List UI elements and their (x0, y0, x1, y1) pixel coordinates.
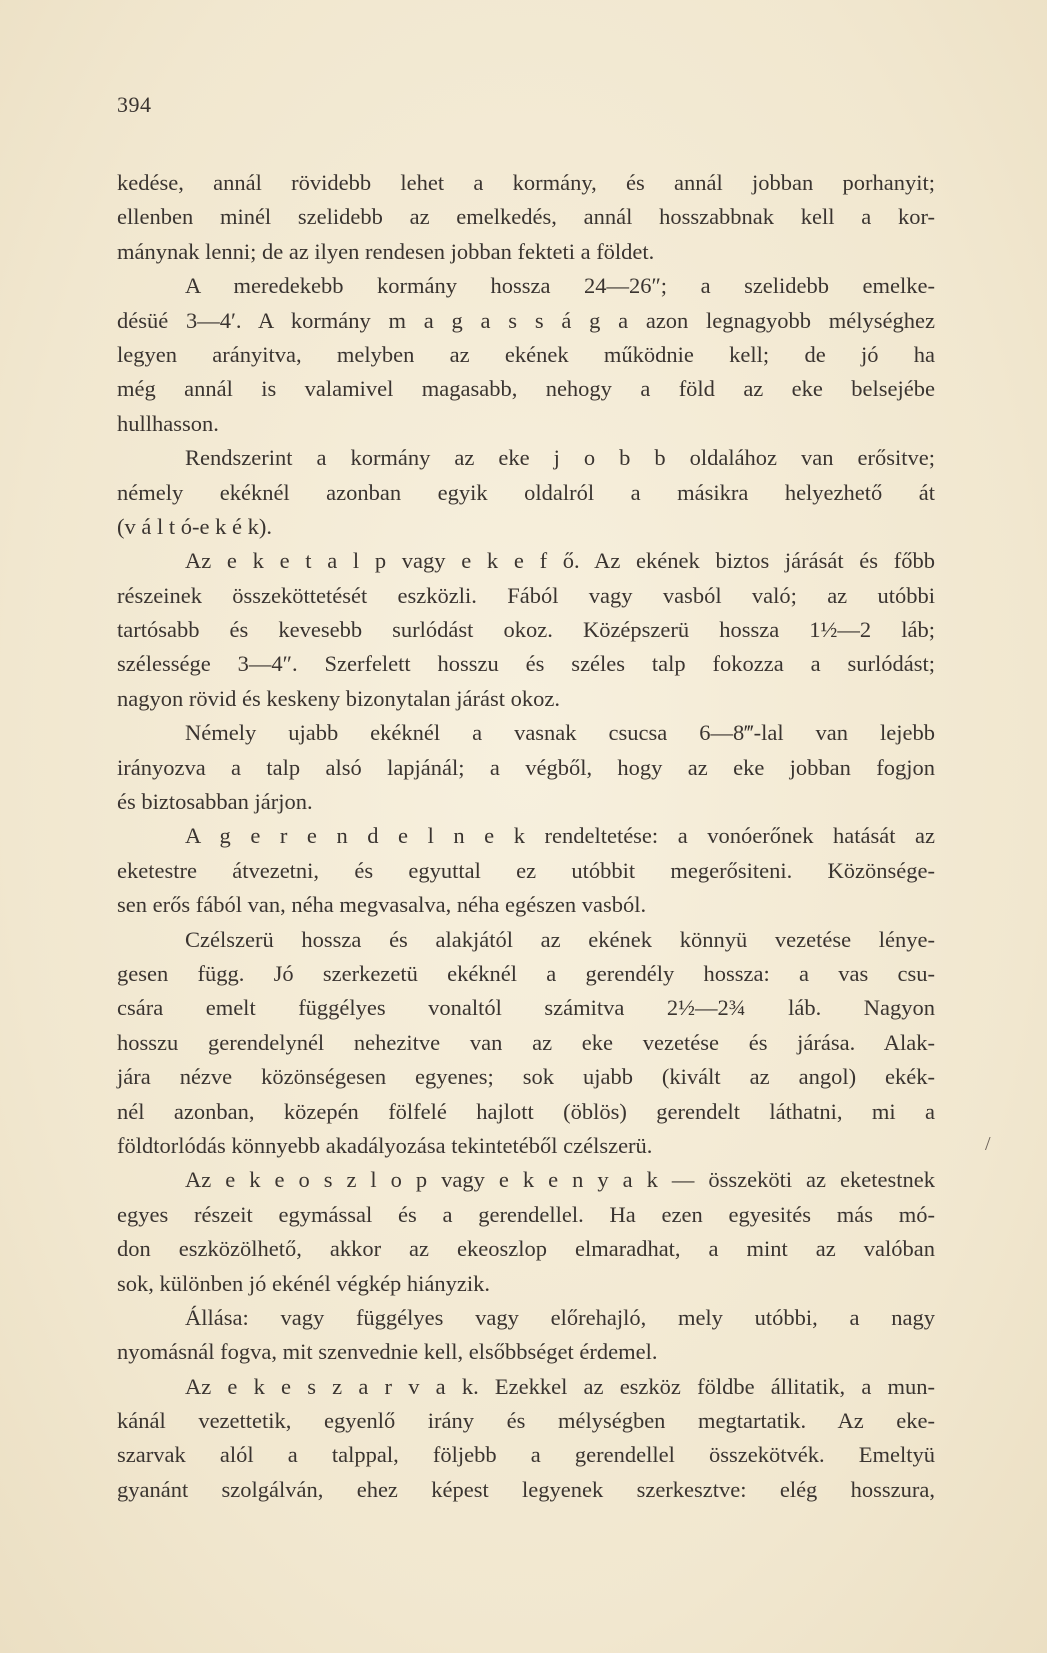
text-line: Rendszerint a kormány az eke j o b b oldalához van erősitve; (185, 445, 935, 471)
text-line: sen erős fából van, néha megvasalva, néha egészen vasból. (117, 892, 647, 918)
text-line: szarvak alól a talppal, följebb a gerendellel összekötvék. Emeltyü (117, 1442, 935, 1468)
page-number: 394 (117, 92, 152, 117)
text-line: (v á l t ó-e k é k). (117, 513, 272, 539)
text-line: désüé 3—4′. A kormány m a g a s s á g a azon legnagyobb mélységhez (117, 307, 935, 333)
text-line: kedése, annál rövidebb lehet a kormány, és annál jobban porhanyit; (117, 170, 935, 195)
text-line: A meredekebb kormány hossza 24—26″; a szelidebb emelke- (185, 273, 935, 299)
text-line: don eszközölhető, akkor az ekeoszlop elmaradhat, a mint az valóban (117, 1236, 935, 1262)
text-line: és biztosabban járjon. (117, 789, 313, 815)
text-line: mánynak lenni; de az ilyen rendesen jobban fekteti a földet. (117, 238, 655, 264)
text-line: Állása: vagy függélyes vagy előrehajló, mely utóbbi, a nagy (185, 1304, 935, 1330)
text-line: Az e k e s z a r v a k. Ezekkel az eszköz földbe állitatik, a mun- (185, 1373, 935, 1399)
text-line: nagyon rövid és keskeny bizonytalan járást okoz. (117, 685, 561, 711)
text-line: legyen arányitva, melyben az ekének működnie kell; de jó ha (117, 341, 935, 367)
text-line: hosszu gerendelynél nehezitve van az eke vezetése és járása. Alak- (117, 1029, 935, 1055)
text-line: nyomásnál fogva, mit szenvednie kell, elsőbbséget érdemel. (117, 1339, 658, 1365)
text-line: némely ekéknél azonban egyik oldalról a másikra helyezhető át (117, 479, 935, 505)
text-line: eketestre átvezetni, és egyuttal ez utóbbit megerősiteni. Közönsége- (117, 857, 935, 883)
text-line: hullhasson. (117, 410, 219, 436)
text-line: gyanánt szolgálván, ehez képest legyenek szerkesztve: elég hosszura, (117, 1476, 935, 1502)
text-line: szélessége 3—4″. Szerfelett hosszu és széles talp fokozza a surlódást; (117, 651, 935, 677)
text-line: részeinek összeköttetését eszközli. Fából vagy vasból való; az utóbbi (117, 582, 935, 608)
text-line: tartósabb és kevesebb surlódást okoz. Középszerü hossza 1½—2 láb; (117, 617, 935, 643)
body-text (117, 166, 935, 1507)
text-line: Czélszerü hossza és alakjától az ekének könnyü vezetése lénye- (185, 926, 935, 952)
text-line: jára nézve közönségesen egyenes; sok ujabb (kivált az angol) ekék- (117, 1064, 935, 1090)
text-line: sok, különben jó ekénél végkép hiányzik. (117, 1270, 491, 1296)
text-line: földtorlódás könnyebb akadályozása tekintetéből czélszerü. (117, 1132, 653, 1158)
text-line: irányozva a talp alsó lapjánál; a végből, hogy az eke jobban fogjon (117, 754, 935, 780)
text-line: gesen függ. Jó szerkezetü ekéknél a gerendély hossza: a vas csu- (117, 960, 935, 986)
text-line: ellenben minél szelidebb az emelkedés, annál hosszabbnak kell a kor- (117, 204, 935, 230)
text-line: még annál is valamivel magasabb, nehogy a föld az eke belsejébe (117, 376, 935, 402)
text-line: A g e r e n d e l n e k rendeltetése: a vonóerőnek hatását az (185, 823, 935, 849)
text-line: nél azonban, közepén fölfelé hajlott (öblös) gerendelt láthatni, mi a (117, 1098, 935, 1124)
margin-mark: / (985, 1133, 991, 1156)
text-line: egyes részeit egymással és a gerendellel. Ha ezen egyesités más mó- (117, 1201, 935, 1227)
text-line: kánál vezettetik, egyenlő irány és mélységben megtartatik. Az eke- (117, 1408, 935, 1434)
text-line: Az e k e o s z l o p vagy e k e n y a k — összeköti az eketestnek (185, 1167, 935, 1193)
text-line: Némely ujabb ekéknél a vasnak csucsa 6—8‴-lal van lejebb (185, 720, 935, 746)
text-line: csára emelt függélyes vonaltól számitva 2½—2¾ láb. Nagyon (117, 995, 935, 1021)
text-line: Az e k e t a l p vagy e k e f ő. Az ekének biztos járását és főbb (185, 548, 935, 574)
